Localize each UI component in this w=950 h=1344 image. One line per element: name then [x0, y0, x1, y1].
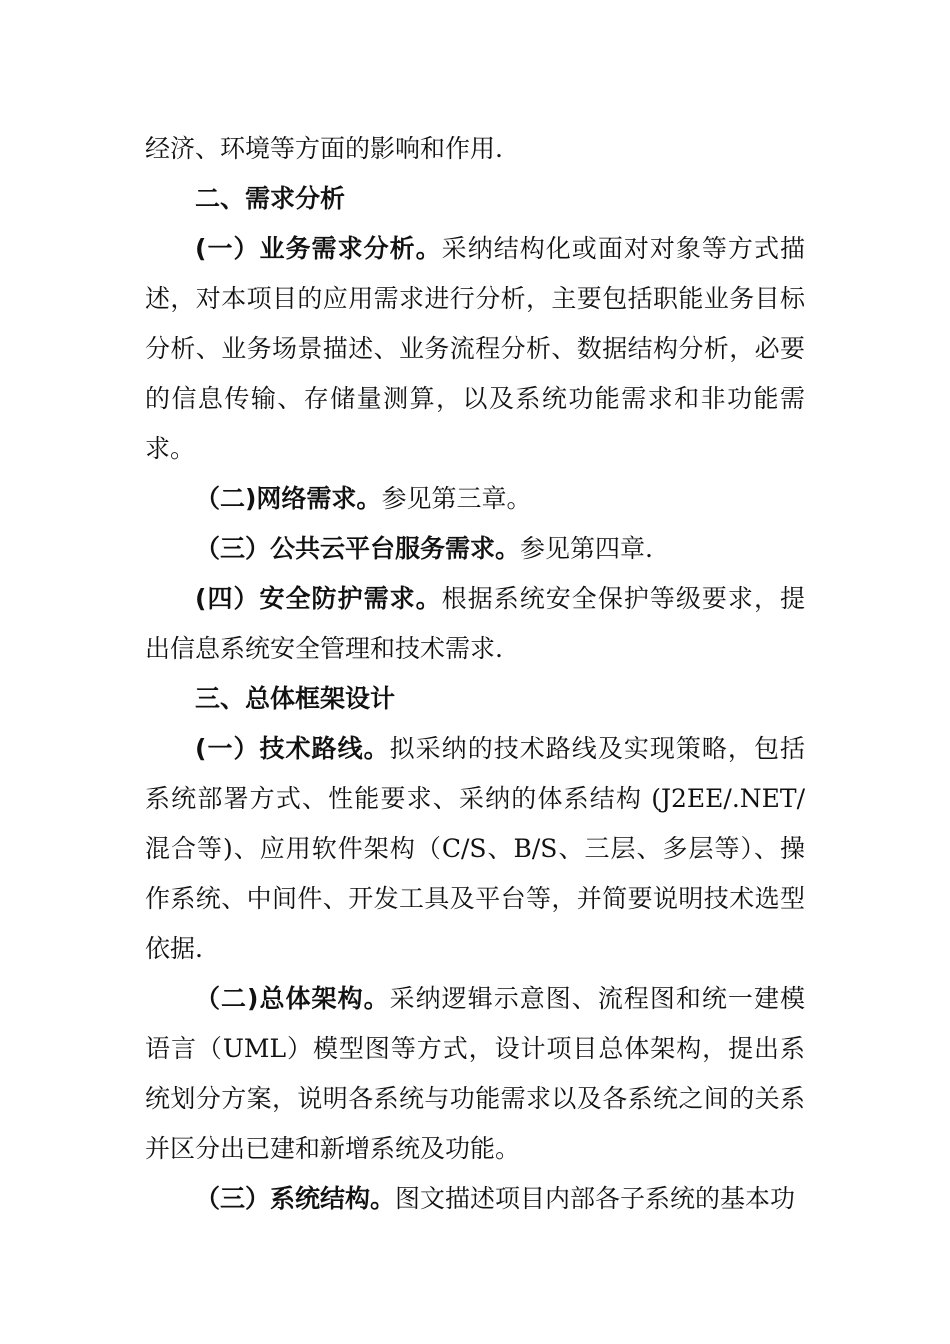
paragraph-overall-architecture — [145, 974, 805, 1174]
paragraph-text: 根据系统安全保护等级要求，提出信息系统安全管理和技术需求. — [145, 584, 805, 663]
paragraph-text: 拟采纳的技术路线及实现策略，包括系统部署方式、性能要求、采纳的体系结构 (J2EE/.NET/混合等)、应用软件架构（C/S、B/S、三层、多层等）、操作系统、中间件、开发工具及平台等，并简要说明技术选型依据. — [145, 734, 805, 963]
section-heading-requirements: 二、需求分析 — [195, 184, 346, 213]
section-heading-framework: 三、总体框架设计 — [195, 684, 396, 713]
paragraph-cloud-requirements — [145, 524, 805, 574]
paragraph-system-structure — [145, 1174, 805, 1224]
paragraph-business-requirements — [145, 224, 805, 474]
paragraph-lead: (四）安全防护需求。 — [195, 584, 442, 613]
paragraph-lead: （三）系统结构。 — [195, 1184, 396, 1213]
paragraph-lead: （三）公共云平台服务需求。 — [195, 534, 521, 563]
paragraph-text: 参见第四章. — [520, 534, 653, 563]
paragraph-text: 采纳结构化或面对对象等方式描述，对本项目的应用需求进行分析，主要包括职能业务目标分析、业务场景描述、业务流程分析、数据结构分析，必要的信息传输、存储量测算，以及系统功能需求和非功能需求。 — [145, 234, 805, 463]
paragraph-lead: （二)总体架构。 — [195, 984, 390, 1013]
paragraph-text: 参见第三章。 — [381, 484, 532, 513]
paragraph-lead: (一）技术路线。 — [195, 734, 390, 763]
paragraph-text: 采纳逻辑示意图、流程图和统一建模语言（UML）模型图等方式，设计项目总体架构，提出系统划分方案，说明各系统与功能需求以及各系统之间的关系并区分出已建和新增系统及功能。 — [145, 984, 805, 1163]
paragraph-technical-route — [145, 724, 805, 974]
document-body — [145, 124, 805, 1224]
paragraph-lead: (一）业务需求分析。 — [195, 234, 442, 263]
paragraph-lead: （二)网络需求。 — [195, 484, 382, 513]
paragraph-text: 经济、环境等方面的影响和作用. — [145, 134, 503, 163]
paragraph-security-requirements — [145, 574, 805, 674]
paragraph-text: 图文描述项目内部各子系统的基本功 — [395, 1184, 796, 1213]
paragraph-continuation — [145, 124, 805, 174]
paragraph-network-requirements — [145, 474, 805, 524]
